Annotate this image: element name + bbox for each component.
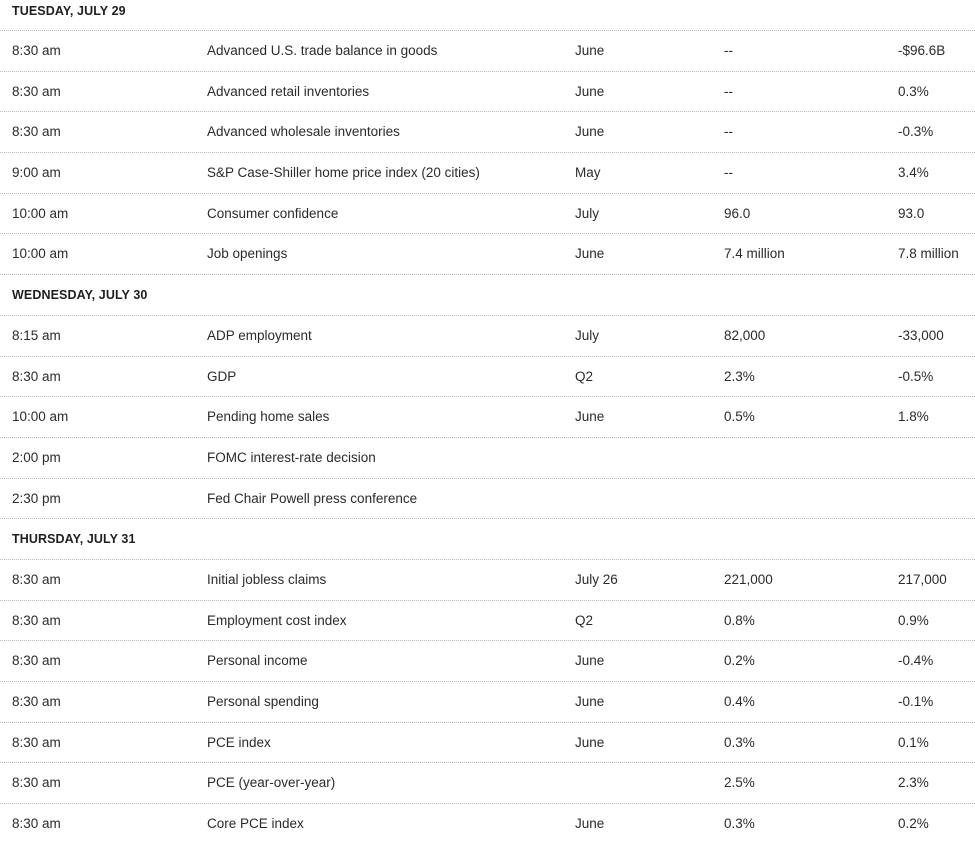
forecast-cell: -- xyxy=(724,83,733,99)
forecast-cell: 0.3% xyxy=(724,816,755,832)
period-cell: July 26 xyxy=(575,571,618,587)
previous-cell: 3.4% xyxy=(898,165,929,181)
table-row xyxy=(0,682,975,723)
forecast-cell: -- xyxy=(724,124,733,140)
event-cell: Fed Chair Powell press conference xyxy=(207,490,418,506)
forecast-cell: 7.4 million xyxy=(724,246,785,262)
previous-cell: 217,000 xyxy=(898,571,947,587)
event-cell: Advanced U.S. trade balance in goods xyxy=(207,43,438,58)
table-row xyxy=(0,479,975,520)
period-cell: June xyxy=(575,43,605,58)
forecast-cell: 0.3% xyxy=(724,734,755,750)
previous-cell: 0.3% xyxy=(898,83,929,99)
time-cell: 8:30 am xyxy=(12,775,61,791)
event-cell: ADP employment xyxy=(207,327,312,343)
previous-cell: -0.5% xyxy=(898,368,934,384)
time-cell: 8:30 am xyxy=(12,816,61,832)
event-cell: PCE index xyxy=(207,734,271,750)
time-cell: 8:30 am xyxy=(12,694,61,709)
day-label: THURSDAY, JULY 31 xyxy=(12,532,136,547)
table-row xyxy=(0,763,975,804)
period-cell: June xyxy=(575,246,605,262)
event-cell: FOMC interest-rate decision xyxy=(207,449,376,465)
table-row xyxy=(0,397,975,438)
table-row xyxy=(0,641,975,682)
day-header xyxy=(0,519,975,560)
table-row xyxy=(0,194,975,235)
time-cell: 8:30 am xyxy=(12,83,61,99)
previous-cell: 7.8 million xyxy=(898,246,959,262)
period-cell: Q2 xyxy=(575,368,594,384)
event-cell: Employment cost index xyxy=(207,612,347,628)
period-cell: June xyxy=(575,124,605,140)
table-row xyxy=(0,357,975,398)
time-cell: 8:30 am xyxy=(12,653,61,669)
time-cell: 8:30 am xyxy=(12,571,61,587)
table-row xyxy=(0,31,975,72)
time-cell: 2:30 pm xyxy=(12,490,61,506)
forecast-cell: 82,000 xyxy=(724,327,766,343)
event-cell: Advanced wholesale inventories xyxy=(207,124,400,140)
table-row xyxy=(0,560,975,601)
previous-cell: 0.1% xyxy=(898,734,929,750)
event-cell: Job openings xyxy=(207,246,288,262)
time-cell: 8:15 am xyxy=(12,327,61,343)
forecast-cell: -- xyxy=(724,43,733,58)
period-cell: Q2 xyxy=(575,612,594,628)
table-row xyxy=(0,153,975,194)
previous-cell: 1.8% xyxy=(898,409,929,425)
event-cell: Initial jobless claims xyxy=(207,571,327,587)
time-cell: 9:00 am xyxy=(12,165,61,181)
time-cell: 8:30 am xyxy=(12,368,61,384)
previous-cell: 2.3% xyxy=(898,775,929,791)
forecast-cell: 2.5% xyxy=(724,775,755,791)
time-cell: 8:30 am xyxy=(12,43,61,58)
period-cell: June xyxy=(575,816,605,832)
period-cell: July xyxy=(575,327,600,343)
time-cell: 10:00 am xyxy=(12,246,69,262)
table-row xyxy=(0,72,975,113)
time-cell: 8:30 am xyxy=(12,612,61,628)
event-cell: PCE (year-over-year) xyxy=(207,775,336,791)
day-label: TUESDAY, JULY 29 xyxy=(12,4,126,18)
period-cell: June xyxy=(575,83,605,99)
time-cell: 10:00 am xyxy=(12,409,69,425)
event-cell: Personal income xyxy=(207,653,308,669)
forecast-cell: 0.8% xyxy=(724,612,755,628)
forecast-cell: 0.4% xyxy=(724,694,755,709)
event-cell: Pending home sales xyxy=(207,409,330,425)
previous-cell: -0.4% xyxy=(898,653,934,669)
period-cell: June xyxy=(575,409,605,425)
forecast-cell: -- xyxy=(724,165,733,181)
table-row xyxy=(0,112,975,153)
table-row xyxy=(0,804,975,845)
forecast-cell: 221,000 xyxy=(724,571,773,587)
period-cell: July xyxy=(575,205,600,221)
event-cell: GDP xyxy=(207,368,237,384)
day-header xyxy=(0,0,975,31)
table-row xyxy=(0,438,975,479)
day-label: WEDNESDAY, JULY 30 xyxy=(12,288,148,303)
period-cell: May xyxy=(575,165,601,181)
forecast-cell: 2.3% xyxy=(724,368,755,384)
previous-cell: -0.1% xyxy=(898,694,934,709)
table-row xyxy=(0,601,975,642)
previous-cell: 0.2% xyxy=(898,816,929,832)
period-cell: June xyxy=(575,694,605,709)
event-cell: Core PCE index xyxy=(207,816,304,832)
period-cell: June xyxy=(575,653,605,669)
event-cell: Personal spending xyxy=(207,694,319,709)
time-cell: 10:00 am xyxy=(12,205,69,221)
event-cell: S&P Case-Shiller home price index (20 cities) xyxy=(207,165,480,181)
previous-cell: 0.9% xyxy=(898,612,929,628)
time-cell: 2:00 pm xyxy=(12,449,61,465)
previous-cell: -$96.6B xyxy=(898,43,946,58)
forecast-cell: 96.0 xyxy=(724,205,751,221)
day-header xyxy=(0,275,975,316)
time-cell: 8:30 am xyxy=(12,734,61,750)
table-row xyxy=(0,316,975,357)
event-cell: Consumer confidence xyxy=(207,205,339,221)
table-row xyxy=(0,723,975,764)
period-cell: June xyxy=(575,734,605,750)
table-row xyxy=(0,234,975,275)
previous-cell: 93.0 xyxy=(898,205,925,221)
forecast-cell: 0.2% xyxy=(724,653,755,669)
event-cell: Advanced retail inventories xyxy=(207,83,370,99)
previous-cell: -0.3% xyxy=(898,124,934,140)
previous-cell: -33,000 xyxy=(898,327,944,343)
forecast-cell: 0.5% xyxy=(724,409,755,425)
time-cell: 8:30 am xyxy=(12,124,61,140)
